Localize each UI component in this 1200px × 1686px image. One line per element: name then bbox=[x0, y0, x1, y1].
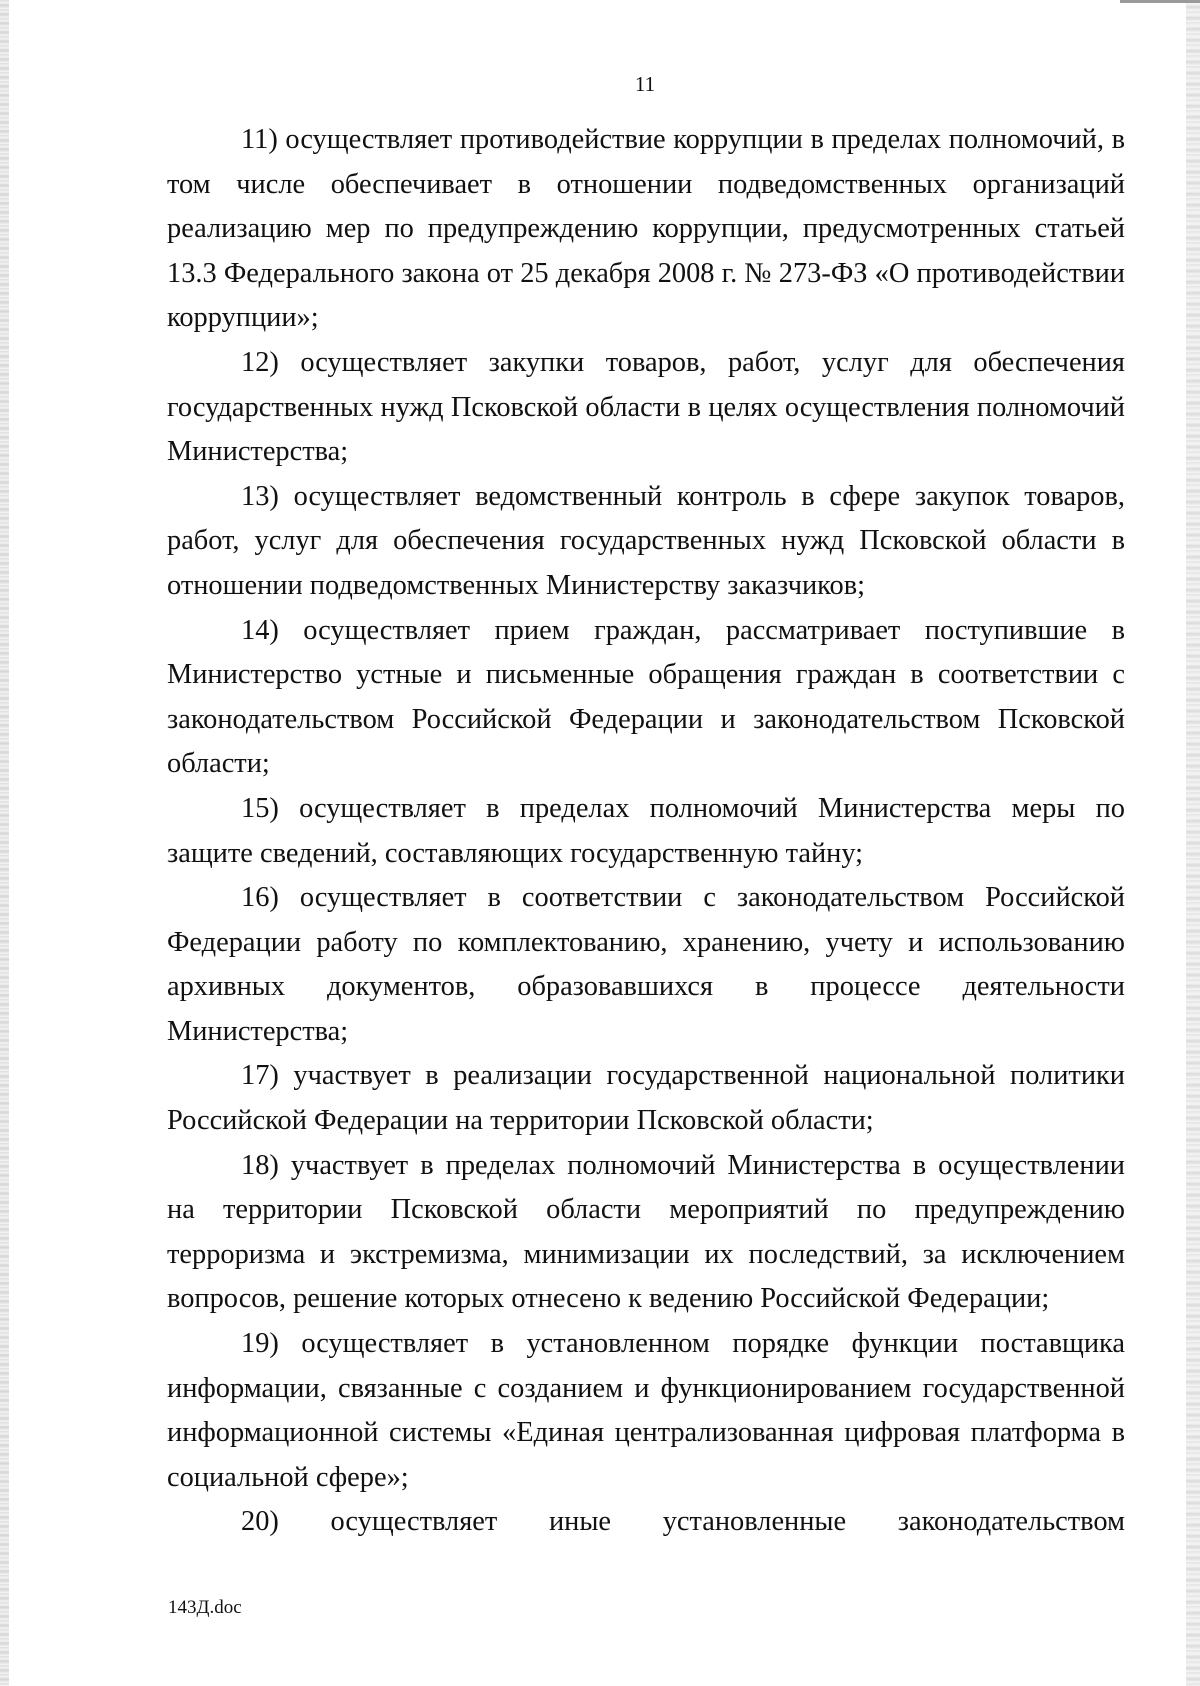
paragraph-item-16: 16) осуществляет в соответствии с законодательством Российской Федерации работу по комплектованию, хранению, учету и использованию архивных документов, образовавшихся в процессе деятельности Министерства; bbox=[167, 882, 1125, 1047]
paragraph-item-18: 18) участвует в пределах полномочий Министерства в осуществлении на территории Псковской области мероприятий по предупреждению терроризма и экстремизма, минимизации их последствий, за исключением вопросов, решение которых отнесено к ведению Российской Федерации; bbox=[167, 1149, 1125, 1315]
page-number: 11 bbox=[634, 72, 656, 96]
footer-file-name: 143Д.doc bbox=[168, 1597, 242, 1618]
scan-edge-top bbox=[1120, 0, 1200, 3]
paragraph-item-11: 11) осуществляет противодействие коррупции в пределах полномочий, в том числе обеспечивает в отношении подведомственных организаций реализацию мер по предупреждению коррупции, предусмотренных статьей 13.3 Федерального закона от 25 декабря 2008 г. № 273-ФЗ «О противодействии коррупции»; bbox=[167, 124, 1125, 334]
paragraph-item-17: 17) участвует в реализации государственной национальной политики Российской Федерации на территории Псковской области; bbox=[167, 1060, 1125, 1137]
paragraph-item-13: 13) осуществляет ведомственный контроль в сфере закупок товаров, работ, услуг для обеспечения государственных нужд Псковской области в отношении подведомственных Министерству заказчиков; bbox=[167, 480, 1125, 601]
document-body bbox=[167, 118, 1125, 1545]
paragraph-item-20: 20) осуществляет иные установленные законодательством bbox=[241, 1506, 1125, 1538]
scan-edge-right bbox=[1186, 0, 1200, 1686]
paragraph-item-19: 19) осуществляет в установленном порядке функции поставщика информации, связанные с созданием и функционированием государственной информационной системы «Единая централизованная цифровая платформа в социальной сфере»; bbox=[167, 1328, 1125, 1493]
paragraph-item-12: 12) осуществляет закупки товаров, работ, услуг для обеспечения государственных нужд Псковской области в целях осуществления полномочий Министерства; bbox=[167, 346, 1125, 468]
scan-edge-left bbox=[0, 0, 9, 1686]
paragraph-item-15: 15) осуществляет в пределах полномочий Министерства меры по защите сведений, составляющих государственную тайну; bbox=[167, 792, 1125, 869]
paragraph-item-14: 14) осуществляет прием граждан, рассматривает поступившие в Министерство устные и письменные обращения граждан в соответствии с законодательством Российской Федерации и законодательством Псковской области; bbox=[167, 614, 1125, 780]
